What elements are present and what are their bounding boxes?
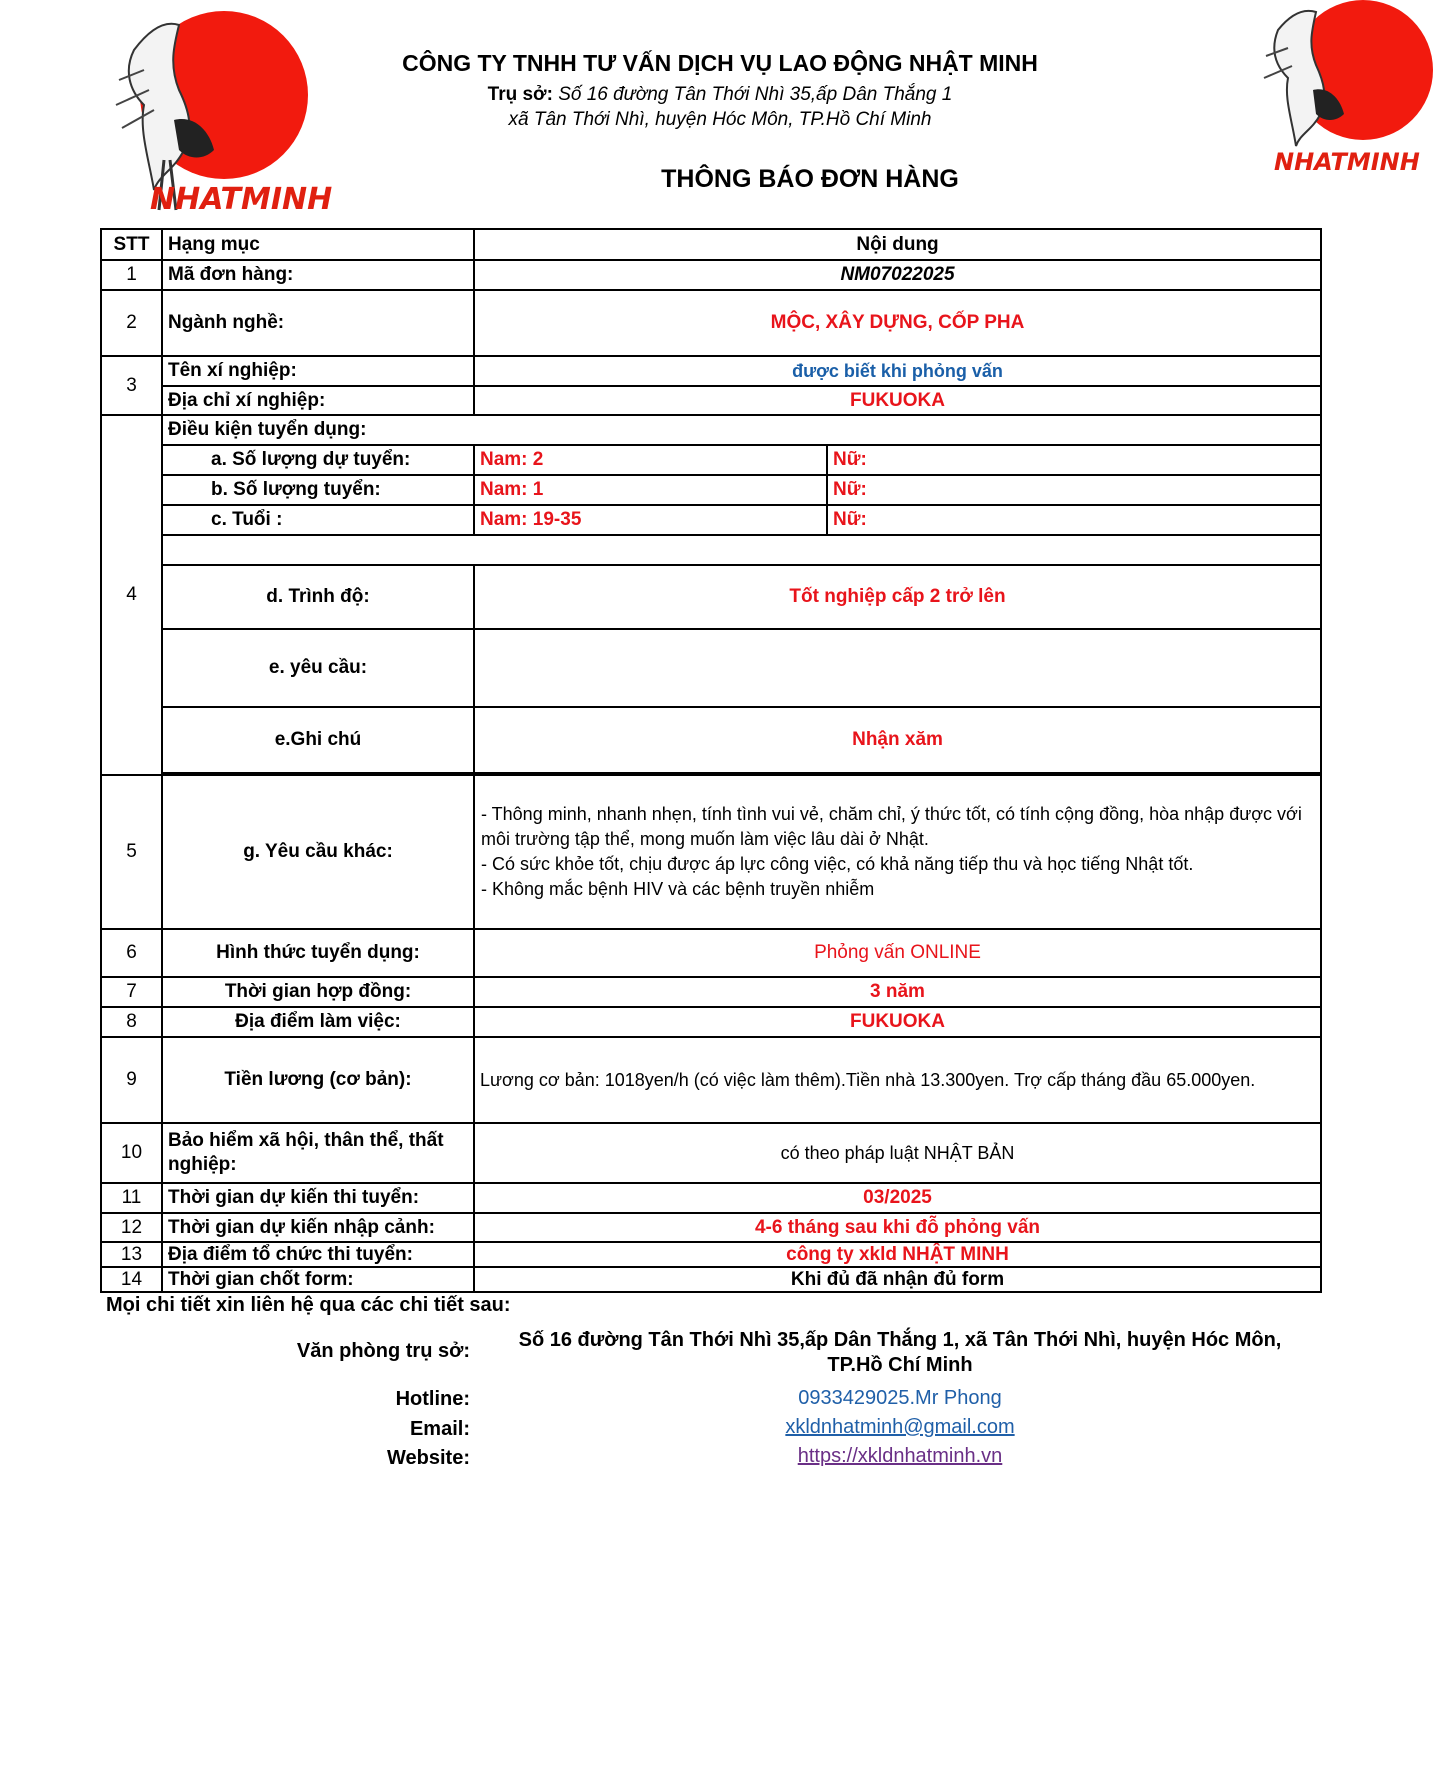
industry-label: Ngành nghề: [162, 290, 474, 356]
table-row [101, 1007, 1321, 1037]
head-office-line2: xã Tân Thới Nhì, huyện Hóc Môn, TP.Hồ Chí Minh [508, 109, 932, 130]
other-requirements-label: g. Yêu cầu khác: [162, 775, 474, 929]
requirement-label: e. yêu cầu: [162, 629, 474, 707]
other-requirements-value [474, 775, 1321, 929]
website-link[interactable]: https://xkldnhatminh.vn [797, 1445, 1003, 1467]
applicants-male-value: Nam: 2 [474, 445, 827, 475]
insurance-value: có theo pháp luật NHẬT BẢN [474, 1123, 1321, 1183]
table-row [101, 1123, 1321, 1183]
recruitment-conditions-label: Điều kiện tuyển dụng: [162, 415, 1321, 445]
row-number: 2 [101, 290, 162, 356]
requirement-line: - Không mắc bệnh HIV và các bệnh truyền nhiễm [481, 879, 875, 899]
exam-date-value: 03/2025 [474, 1183, 1321, 1213]
head-office-line1 [360, 84, 1080, 106]
row-number: 6 [101, 929, 162, 977]
hotline-label: Hotline: [395, 1388, 470, 1410]
work-location-value: FUKUOKA [474, 1007, 1321, 1037]
requirement-line: - Có sức khỏe tốt, chịu được áp lực công việc, có khả năng tiếp thu và học tiếng Nhật tốt. [481, 854, 1194, 874]
table-row [101, 1037, 1321, 1123]
applicants-female-value: Nữ: [827, 445, 1321, 475]
email-link-container [480, 1416, 1320, 1439]
office-address-line: TP.Hồ Chí Minh [827, 1354, 973, 1376]
education-value: Tốt nghiệp cấp 2 trở lên [474, 565, 1321, 629]
hiring-male-value: Nam: 1 [474, 475, 827, 505]
form-deadline-value: Khi đủ đã nhận đủ form [474, 1267, 1321, 1292]
row-number: 4 [101, 415, 162, 775]
logo-wordmark: NHATMINH [1274, 148, 1420, 176]
applicants-count-label: a. Số lượng dự tuyển: [162, 445, 474, 475]
table-row [101, 1242, 1321, 1267]
industry-value: MỘC, XÂY DỰNG, CỐP PHA [474, 290, 1321, 356]
company-logo-right [1258, 0, 1441, 180]
age-male-value: Nam: 19-35 [474, 505, 827, 535]
exam-location-value: công ty xkld NHẬT MINH [474, 1242, 1321, 1267]
salary-label: Tiền lương (cơ bản): [162, 1037, 474, 1123]
hiring-female-value: Nữ: [827, 475, 1321, 505]
age-label: c. Tuổi : [162, 505, 474, 535]
table-row [101, 356, 1321, 386]
company-name: CÔNG TY TNHH TƯ VẤN DỊCH VỤ LAO ĐỘNG NHẬT MINH [402, 50, 1038, 76]
exam-location-label: Địa điểm tổ chức thi tuyển: [162, 1242, 474, 1267]
departure-time-label: Thời gian dự kiến nhập cảnh: [162, 1213, 474, 1242]
table-row [101, 475, 1321, 505]
table-row [101, 775, 1321, 929]
form-deadline-label: Thời gian chốt form: [162, 1267, 474, 1292]
table-row [101, 505, 1321, 535]
hotline-value[interactable]: 0933429025.Mr Phong [798, 1387, 1002, 1409]
recruitment-method-value: Phỏng vấn ONLINE [474, 929, 1321, 977]
table-row [101, 260, 1321, 290]
recruitment-method-label: Hình thức tuyển dụng: [162, 929, 474, 977]
row-number: 5 [101, 775, 162, 929]
logo-wordmark: NHATMINH [150, 182, 333, 217]
row-number: 3 [101, 356, 162, 415]
table-row [101, 929, 1321, 977]
row-number: 11 [101, 1183, 162, 1213]
row-number: 9 [101, 1037, 162, 1123]
head-office-address: Số 16 đường Tân Thới Nhì 35,ấp Dân Thắng 1 [558, 84, 953, 105]
company-name-label: Tên xí nghiệp: [162, 356, 474, 386]
row-number: 13 [101, 1242, 162, 1267]
table-row [101, 565, 1321, 629]
departure-time-value: 4-6 tháng sau khi đỗ phỏng vấn [474, 1213, 1321, 1242]
company-address-label: Địa chỉ xí nghiệp: [162, 386, 474, 415]
requirement-line: - Thông minh, nhanh nhẹn, tính tình vui vẻ, chăm chỉ, ý thức tốt, có tính cộng đồng, hòa nhập được với môi trường tập thể, mong muốn làm việc lâu dài ở Nhật. [481, 804, 1302, 849]
table-row [101, 1183, 1321, 1213]
header-item: Hạng mục [162, 229, 474, 260]
head-office-label: Trụ sở: [487, 84, 553, 105]
office-address [480, 1328, 1320, 1378]
row-number: 10 [101, 1123, 162, 1183]
table-row [101, 386, 1321, 415]
table-row [101, 445, 1321, 475]
work-location-label: Địa điểm làm việc: [162, 1007, 474, 1037]
table-row [101, 415, 1321, 445]
contact-intro: Mọi chi tiết xin liên hệ qua các chi tiết sau: [106, 1294, 511, 1316]
header-stt: STT [101, 229, 162, 260]
note-value: Nhận xăm [474, 707, 1321, 773]
order-code-value: NM07022025 [474, 260, 1321, 290]
education-label: d. Trình độ: [162, 565, 474, 629]
exam-date-label: Thời gian dự kiến thi tuyển: [162, 1183, 474, 1213]
contract-duration-label: Thời gian hợp đồng: [162, 977, 474, 1007]
row-number: 12 [101, 1213, 162, 1242]
table-row [101, 629, 1321, 707]
row-number: 1 [101, 260, 162, 290]
company-address-value: FUKUOKA [474, 386, 1321, 415]
order-code-label: Mã đơn hàng: [162, 260, 474, 290]
row-number: 7 [101, 977, 162, 1007]
age-female-value: Nữ: [827, 505, 1321, 535]
row-number: 8 [101, 1007, 162, 1037]
page-title: THÔNG BÁO ĐƠN HÀNG [661, 165, 959, 193]
office-label: Văn phòng trụ sở: [296, 1340, 470, 1362]
email-label: Email: [409, 1418, 470, 1440]
email-link[interactable]: xkldnhatminh@gmail.com [785, 1416, 1015, 1438]
table-row [101, 290, 1321, 356]
table-row [101, 707, 1321, 773]
row-number: 14 [101, 1267, 162, 1292]
contract-duration-value: 3 năm [474, 977, 1321, 1007]
table-row [101, 977, 1321, 1007]
office-address-line: Số 16 đường Tân Thới Nhì 35,ấp Dân Thắng 1, xã Tân Thới Nhì, huyện Hóc Môn, [518, 1329, 1282, 1351]
website-label: Website: [387, 1447, 470, 1469]
table-row [101, 1213, 1321, 1242]
empty-spacer-cell [162, 535, 1321, 565]
salary-value: Lương cơ bản: 1018yen/h (có việc làm thêm).Tiền nhà 13.300yen. Trợ cấp tháng đầu 65.000yen. [474, 1037, 1321, 1123]
order-details-table [100, 228, 1322, 1293]
company-name-value: được biết khi phỏng vấn [474, 356, 1321, 386]
note-label: e.Ghi chú [162, 707, 474, 773]
insurance-label: Bảo hiểm xã hội, thân thể, thất nghiệp: [162, 1123, 474, 1183]
header-content: Nội dung [474, 229, 1321, 260]
requirement-value [474, 629, 1321, 707]
table-header-row [101, 229, 1321, 260]
website-link-container [480, 1445, 1320, 1468]
company-logo-left [104, 10, 333, 225]
table-row [101, 535, 1321, 565]
table-row [101, 1267, 1321, 1292]
hiring-count-label: b. Số lượng tuyển: [162, 475, 474, 505]
